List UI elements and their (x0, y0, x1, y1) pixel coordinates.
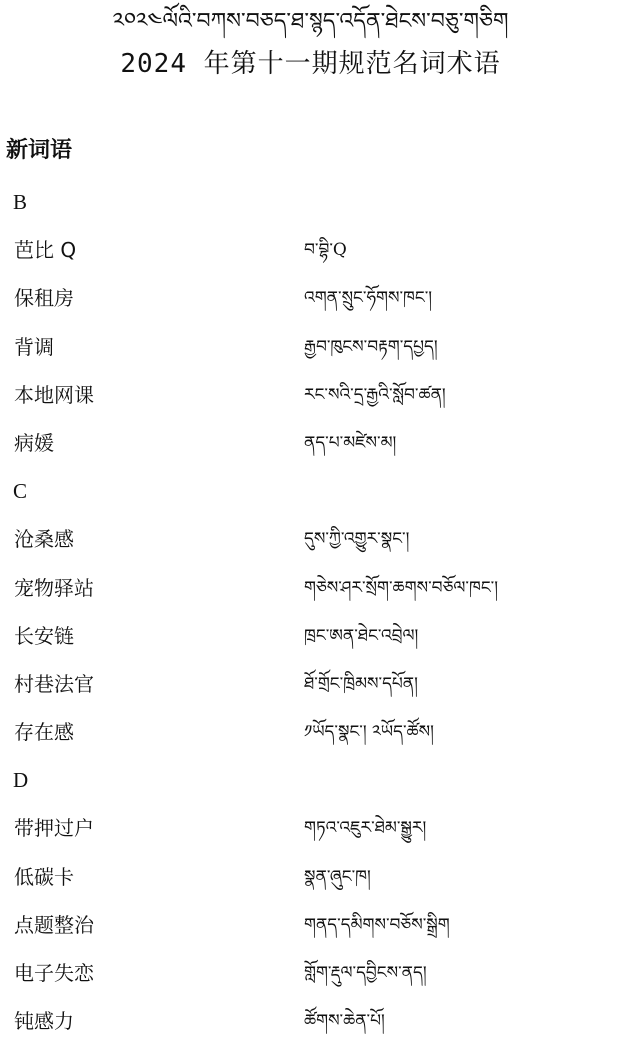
letter-heading: C (13, 479, 28, 504)
chinese-term: 病媛 (14, 430, 54, 455)
tibetan-term: བ་བྷི་Q (304, 240, 347, 261)
chinese-term: 宠物驿站 (14, 575, 94, 600)
chinese-term: 长安链 (14, 623, 74, 648)
tibetan-term: དུས་ཀྱི་འགྱུར་སྣང་། (304, 529, 410, 550)
tibetan-term: ཐོ་གྲོང་ཁྲིམས་དཔོན། (304, 673, 418, 694)
chinese-term: 本地网课 (14, 382, 94, 407)
term-row (0, 421, 621, 469)
tibetan-term: གནད་དམིགས་བཅོས་སྒྲིག (304, 914, 450, 935)
letter-heading: B (13, 190, 28, 214)
chinese-term: 背调 (14, 334, 54, 359)
tibetan-term: གཏའ་འཇུར་ཐེམ་སྒྱུར། (304, 818, 427, 839)
term-row (0, 566, 621, 614)
term-row (0, 999, 621, 1047)
chinese-term: 保租房 (14, 286, 74, 311)
term-row (0, 517, 621, 565)
tibetan-term: ཁྲང་ཨན་ཐེང་འབྲེལ། (304, 625, 419, 646)
term-row (0, 903, 621, 951)
letter-heading-row (0, 180, 621, 228)
term-row (0, 855, 621, 903)
term-row (0, 614, 621, 662)
chinese-term: 电子失恋 (14, 961, 94, 985)
chinese-term: 点题整治 (14, 912, 94, 937)
tibetan-term: ནད་པ་མཛེས་མ། (304, 432, 397, 453)
tibetan-term: ཚོགས་ཆེན་པོ། (304, 1011, 385, 1032)
chinese-term: 沧桑感 (14, 527, 74, 552)
chinese-term: 村巷法官 (14, 671, 94, 696)
tibetan-term: སྣན་ཞུང་ཁ། (304, 866, 371, 887)
section-heading: 新词语 (6, 138, 73, 163)
term-row (0, 951, 621, 999)
term-list (0, 180, 621, 1047)
term-row (0, 806, 621, 854)
tibetan-term: རྒྱབ་ཁུངས་བརྟག་དཔྱད། (304, 336, 438, 357)
term-row (0, 276, 621, 324)
chinese-term: 钝感力 (14, 1009, 74, 1034)
tibetan-term: གཅེས་ཤར་སྲོག་ཆགས་བཅོལ་ཁང་། (304, 577, 499, 598)
letter-heading-row (0, 469, 621, 517)
page-title: 2024 年第十一期规范名词术语 (120, 49, 501, 79)
term-row (0, 662, 621, 710)
term-row (0, 228, 621, 276)
tibetan-term: གློག་རྡུལ་དབྱིངས་ནད། (304, 963, 427, 983)
chinese-term: 带押过户 (14, 816, 94, 841)
tibetan-term: ༡ཡོད་སྣང་། ༢ཡོད་ཚོས། (304, 722, 434, 743)
chinese-term: 芭比 Q (14, 238, 77, 263)
chinese-term: 存在感 (14, 720, 74, 745)
tibetan-term: རང་སའི་དྲ་རྒྱའི་སློབ་ཚན། (304, 384, 446, 405)
term-row (0, 325, 621, 373)
term-row (0, 373, 621, 421)
term-row (0, 710, 621, 758)
letter-heading-row (0, 758, 621, 806)
letter-heading: D (13, 768, 29, 793)
title-tibetan: ༢༠༢༤ལོའི་བཀས་བཅད་ཐ་སྙད་འདོན་ཐེངས་བཅུ་གཅིག (112, 9, 509, 34)
chinese-term: 低碳卡 (14, 864, 74, 889)
tibetan-term: འགན་སྲུང་ཧོགས་ཁང་། (304, 288, 433, 309)
